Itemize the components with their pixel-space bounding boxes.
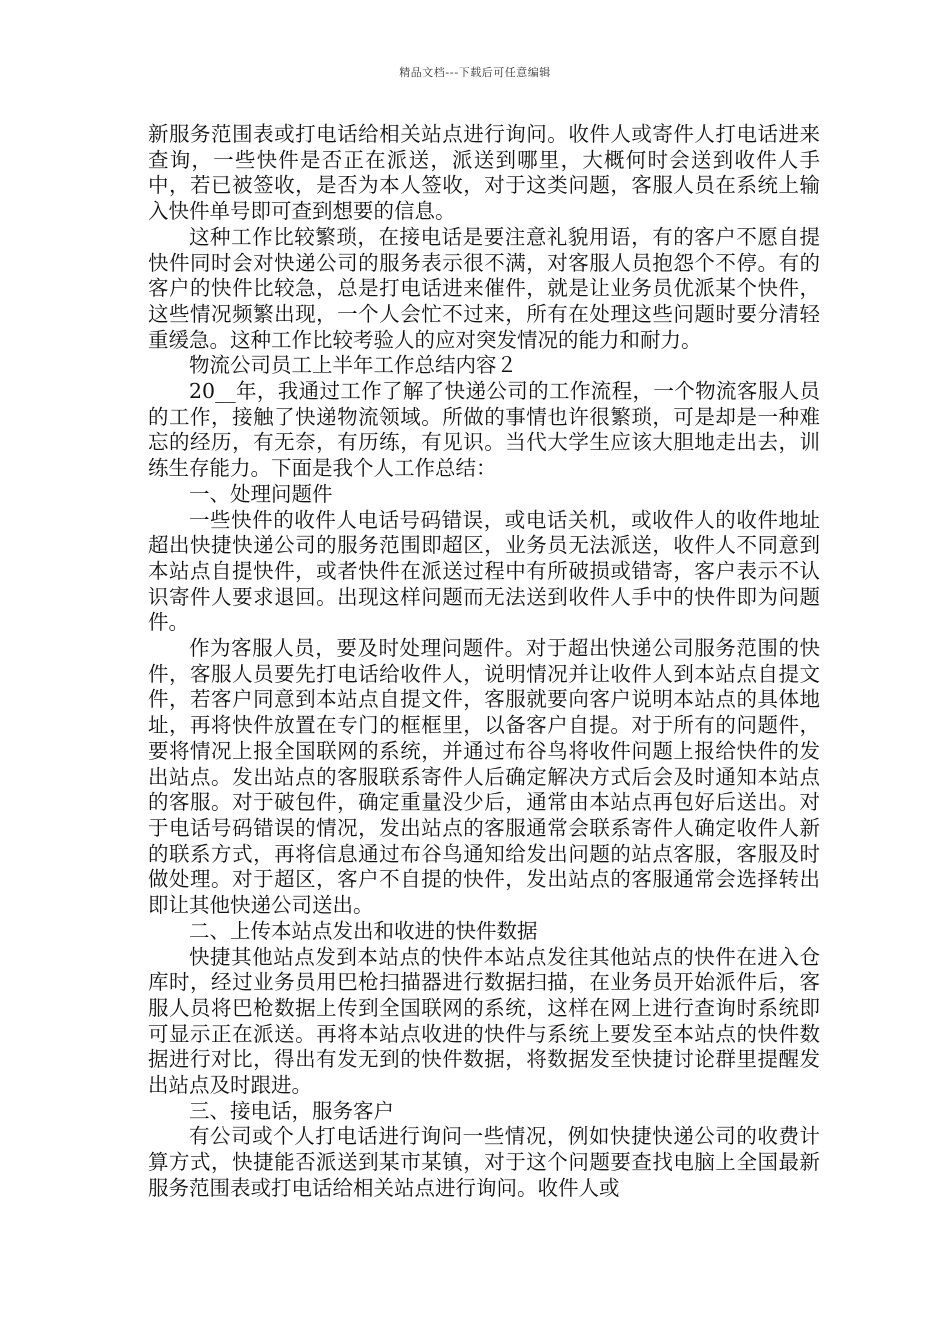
- paragraph: 一些快件的收件人电话号码错误，或电话关机，或收件人的收件地址超出快捷快递公司的服务范围即超区，业务员无法派送，收件人不同意到本站点自提快件，或者快件在派送过程中有所破损或错寄，客户表示不认识寄件人要求退回。出现这样问题而无法送到收件人手中的快件即为问题件。: [148, 507, 820, 635]
- paragraph: 作为客服人员，要及时处理问题件。对于超出快递公司服务范围的快件，客服人员要先打电话给收件人，说明情况并让收件人到本站点自提文件，若客户同意到本站点自提文件，客服就要向客户说明本站点的具体地址，再将快件放置在专门的框框里，以备客户自提。对于所有的问题件，要将情况上报全国联网的系统，并通过布谷鸟将收件问题上报给快件的发出站点。发出站点的客服联系寄件人后确定解决方式后会及时通知本站点的客服。对于破包件，确定重量没少后，通常由本站点再包好后送出。对于电话号码错误的情况，发出站点的客服通常会联系寄件人确定收件人新的联系方式，再将信息通过布谷鸟通知给发出问题的站点客服，客服及时做处理。对于超区，客户不自提的快件，发出站点的客服通常会选择转出即让其他快递公司送出。: [148, 636, 820, 918]
- paragraph: 快捷其他站点发到本站点的快件本站点发往其他站点的快件在进入仓库时，经过业务员用巴枪扫描器进行数据扫描，在业务员开始派件后，客服人员将巴枪数据上传到全国联网的系统，这样在网上进行查询时系统即可显示正在派送。再将本站点收进的快件与系统上要发至本站点的快件数据进行对比，得出有发无到的快件数据，将数据发至快捷讨论群里提醒发出站点及时跟进。: [148, 944, 820, 1098]
- paragraph: 新服务范围表或打电话给相关站点进行询问。收件人或寄件人打电话进来查询，一些快件是否正在派送，派送到哪里，大概何时会送到收件人手中，若已被签收，是否为本人签收，对于这类问题，客服人员在系统上输入快件单号即可查到想要的信息。: [148, 122, 820, 224]
- paragraph: 有公司或个人打电话进行询问一些情况，例如快捷快递公司的收费计算方式，快捷能否派送到某市某镇，对于这个问题要查找电脑上全国最新服务范围表或打电话给相关站点进行询问。收件人或: [148, 1124, 820, 1200]
- document-body: [148, 122, 820, 1202]
- section-heading: 一、处理问题件: [189, 481, 333, 506]
- section-heading: 二、上传本站点发出和收进的快件数据: [189, 918, 538, 943]
- paragraph: 20__年，我通过工作了解了快递公司的工作流程，一个物流客服人员的工作，接触了快递物流领域。所做的事情也许很繁琐，可是却是一种难忘的经历，有无奈，有历练，有见识。当代大学生应该大胆地走出去，训练生存能力。下面是我个人工作总结：: [148, 379, 820, 481]
- paragraph: 这种工作比较繁琐，在接电话是要注意礼貌用语，有的客户不愿自提快件同时会对快递公司的服务表示很不满，对客服人员抱怨个不停。有的客户的快件比较急，总是打电话进来催件，就是让业务员优派某个快件，这些情况频繁出现，一个人会忙不过来，所有在处理这些问题时要分清轻重缓急。这种工作比较考验人的应对突发情况的能力和耐力。: [148, 224, 820, 352]
- header-note: 精品文档---下载后可任意编辑: [399, 66, 551, 79]
- section-heading: 三、接电话，服务客户: [189, 1098, 394, 1123]
- section-title: 物流公司员工上半年工作总结内容２: [189, 353, 517, 378]
